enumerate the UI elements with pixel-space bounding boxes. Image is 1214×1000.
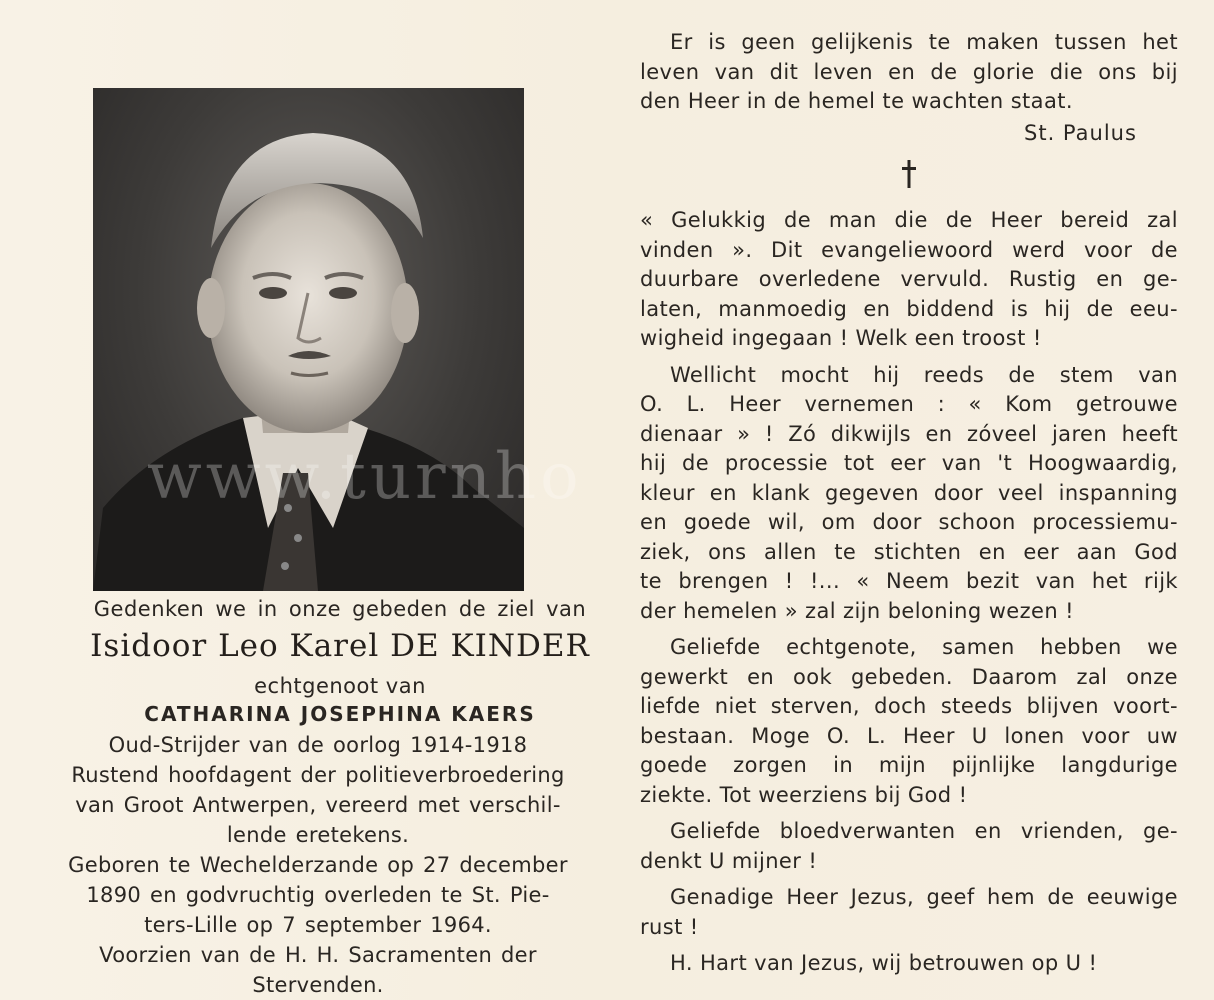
text-line: duurbare overledene vervuld. Rustig en ge-: [640, 267, 1178, 291]
text-line: H. Hart van Jezus, wij betrouwen op U !: [670, 951, 1098, 975]
spouse-name: CATHARINA JOSEPHINA KAERS: [144, 702, 536, 726]
bio-line: Geboren te Wechelderzande op 27 december: [68, 853, 568, 877]
text-line: Wellicht mocht hij reeds de stem van: [670, 362, 1178, 387]
text-line: laten, manmoedig en biddend is hij de eeu-: [640, 296, 1178, 321]
bio-line: Voorzien van de H. H. Sacramenten der: [99, 943, 537, 967]
quote-line: Er is geen gelijkenis te maken tussen het: [670, 30, 1178, 54]
bio-line: van Groot Antwerpen, vereerd met verschil-: [75, 793, 561, 817]
text-line: vinden ». Dit evangeliewoord werd voor de: [640, 237, 1178, 262]
text-line: liefde niet sterven, doch steeds blijven voort-: [640, 694, 1178, 718]
intro-text: Gedenken we in onze gebeden de ziel van: [93, 597, 587, 621]
body-text: [640, 206, 1178, 986]
text-line: gewerkt en ook gebeden. Daarom zal onze: [640, 664, 1178, 689]
deceased-name: Isidoor Leo Karel DE KINDER: [90, 628, 590, 664]
text-line: denkt U mijner !: [640, 848, 818, 873]
quote-line: den Heer in de hemel te wachten staat.: [640, 89, 1073, 113]
paragraph: [640, 361, 1178, 627]
text-line: Genadige Heer Jezus, geef hem de eeuwige: [670, 885, 1178, 909]
quote-line: leven van dit leven en de glorie die ons bij: [640, 59, 1178, 84]
paragraph: [640, 817, 1178, 876]
text-line: der hemelen » zal zijn beloning wezen !: [640, 598, 1074, 623]
bio-line: Rustend hoofdagent der politieverbroedering: [71, 763, 565, 787]
text-line: bestaan. Moge O. L. Heer U lonen voor uw: [640, 723, 1178, 748]
paragraph: [640, 206, 1178, 354]
spouse-label: echtgenoot van: [254, 674, 426, 698]
text-line: O. L. Heer vernemen : « Kom getrouwe: [640, 392, 1178, 416]
bio-line: 1890 en godvruchtig overleden te St. Pie-: [86, 883, 550, 907]
text-line: hij de processie tot eer van 't Hoogwaardig,: [640, 451, 1178, 475]
text-line: goede zorgen in mijn pijnlijke langdurige: [640, 753, 1178, 777]
text-line: kleur en klank gegeven door veel inspanning: [640, 480, 1178, 505]
paragraph: [640, 883, 1178, 942]
scripture-quote: [640, 28, 1178, 117]
watermark-text: www.turnho: [147, 440, 583, 514]
text-line: Geliefde echtgenote, samen hebben we: [670, 635, 1178, 659]
text-line: « Gelukkig de man die de Heer bereid zal: [640, 208, 1178, 232]
text-line: ziekte. Tot weerziens bij God !: [640, 782, 968, 807]
paragraph: [640, 633, 1178, 810]
bio-line: Stervenden.: [252, 973, 384, 997]
biography: [48, 730, 588, 1000]
text-line: Geliefde bloedverwanten en vrienden, ge-: [670, 819, 1178, 843]
bio-line: lende eretekens.: [226, 823, 410, 847]
text-line: en goede wil, om door schoon processiemu-: [640, 510, 1178, 534]
cross-icon: [899, 158, 919, 190]
bio-line: Oud-Strijder van de oorlog 1914-1918: [108, 733, 528, 757]
text-line: te brengen ! !... « Neem bezit van het rijk: [640, 569, 1178, 593]
text-line: ziek, ons allen te stichten en eer aan God: [640, 539, 1178, 564]
bio-line: ters-Lille op 7 september 1964.: [144, 913, 492, 937]
paragraph: [640, 949, 1178, 979]
quote-author: St. Paulus: [1024, 121, 1137, 145]
text-line: wigheid ingegaan ! Welk een troost !: [640, 326, 1042, 350]
text-line: dienaar » ! Zó dikwijls en zóveel jaren heeft: [640, 421, 1178, 446]
text-line: rust !: [640, 914, 699, 939]
